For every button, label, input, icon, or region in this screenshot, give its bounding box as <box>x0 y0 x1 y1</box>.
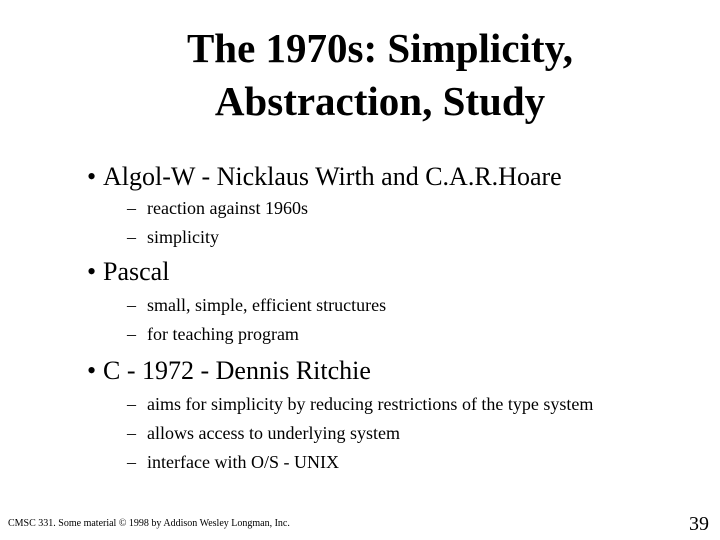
dash-icon: – <box>127 227 136 247</box>
dash-icon: – <box>127 423 136 443</box>
bullet-icon: • <box>87 356 97 385</box>
dash-icon: – <box>127 295 136 315</box>
page-number: 39 <box>689 513 709 535</box>
dash-icon: – <box>127 198 136 218</box>
sub-bullet-text: allows access to underlying system <box>147 423 400 443</box>
bullet-item <box>87 257 169 287</box>
sub-bullet-text: interface with O/S - UNIX <box>147 452 339 472</box>
sub-bullet-text: aims for simplicity by reducing restrictions of the type system <box>147 394 594 414</box>
dash-icon: – <box>127 394 136 414</box>
sub-bullet-text: simplicity <box>147 227 219 247</box>
sub-bullet-item <box>127 422 400 444</box>
sub-bullet-item <box>127 451 339 473</box>
slide-title <box>100 22 660 128</box>
bullet-text: Pascal <box>103 257 170 286</box>
slide-title-line-2: Abstraction, Study <box>214 78 546 124</box>
sub-bullet-text: reaction against 1960s <box>147 198 308 218</box>
bullet-text: C - 1972 - Dennis Ritchie <box>103 356 371 385</box>
sub-bullet-text: for teaching program <box>147 324 299 344</box>
slide-title-line-1: The 1970s: Simplicity, <box>186 25 574 71</box>
bullet-text: Algol-W - Nicklaus Wirth and C.A.R.Hoare <box>103 162 562 191</box>
bullet-icon: • <box>87 257 97 286</box>
bullet-item <box>87 162 562 192</box>
sub-bullet-item <box>127 323 299 345</box>
sub-bullet-item <box>127 294 386 316</box>
footer-copyright: CMSC 331. Some material © 1998 by Addison Wesley Longman, Inc. <box>8 518 290 529</box>
bullet-icon: • <box>87 162 97 191</box>
sub-bullet-text: small, simple, efficient structures <box>147 295 387 315</box>
sub-bullet-item <box>127 393 593 415</box>
bullet-item <box>87 356 371 386</box>
dash-icon: – <box>127 452 136 472</box>
sub-bullet-item <box>127 197 308 219</box>
dash-icon: – <box>127 324 136 344</box>
sub-bullet-item <box>127 226 219 248</box>
